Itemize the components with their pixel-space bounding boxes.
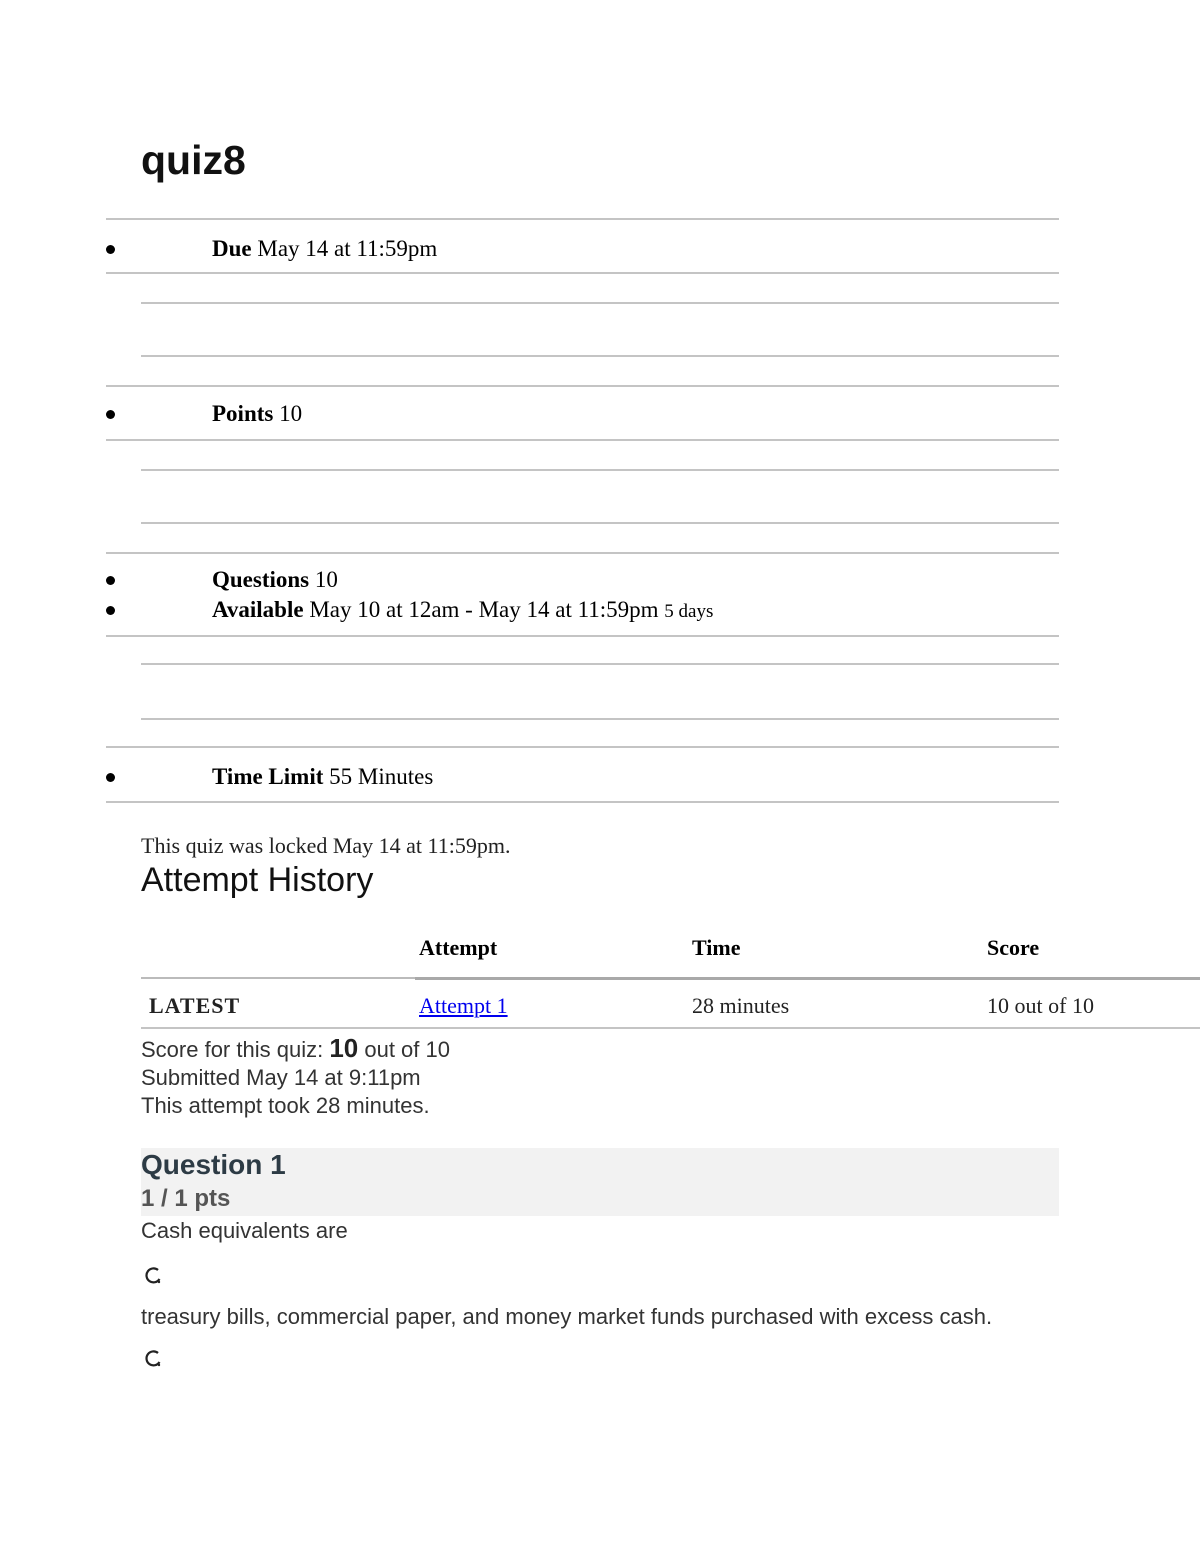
divider	[141, 355, 1059, 357]
divider	[141, 718, 1059, 720]
column-header-score: Score	[987, 935, 1040, 960]
score-prefix: Score for this quiz:	[141, 1037, 324, 1062]
answer-option: treasury bills, commercial paper, and money market funds purchased with excess cash.	[141, 1304, 993, 1329]
available-item	[106, 595, 1059, 625]
bullet-icon	[106, 245, 115, 254]
table-row-divider	[141, 1027, 1200, 1029]
points-item	[106, 399, 1059, 429]
time-limit-item	[106, 762, 1059, 792]
score-value: 10	[329, 1033, 359, 1063]
divider	[106, 635, 1059, 637]
time-limit-label: Time Limit	[212, 764, 324, 789]
questions-item	[106, 565, 1059, 595]
questions-label: Questions	[212, 567, 310, 592]
attempt-time: 28 minutes	[692, 993, 790, 1018]
attempt-duration-text: This attempt took 28 minutes.	[141, 1093, 430, 1118]
divider	[141, 663, 1059, 665]
divider	[106, 385, 1059, 387]
submitted-text: Submitted May 14 at 9:11pm	[141, 1065, 421, 1090]
attempt-link[interactable]: Attempt 1	[419, 993, 508, 1018]
radio-circle-icon[interactable]	[143, 1349, 163, 1369]
bullet-icon	[106, 576, 115, 585]
column-header-time: Time	[692, 935, 741, 960]
divider	[106, 801, 1059, 803]
divider	[141, 522, 1059, 524]
points-label: Points	[212, 401, 274, 426]
time-limit-value: 55 Minutes	[329, 764, 434, 789]
locked-notice: This quiz was locked May 14 at 11:59pm.	[141, 833, 511, 858]
attempt-score: 10 out of 10	[987, 993, 1094, 1018]
points-value: 10	[279, 401, 303, 426]
due-label: Due	[212, 236, 252, 261]
score-summary	[141, 1034, 450, 1064]
column-header-attempt: Attempt	[419, 935, 498, 960]
divider	[106, 272, 1059, 274]
due-item	[106, 234, 1059, 264]
page-title: quiz8	[141, 137, 246, 183]
divider	[141, 469, 1059, 471]
table-header-divider	[415, 977, 1200, 980]
available-duration: 5 days	[664, 601, 714, 622]
table-header-divider	[141, 977, 415, 979]
bullet-icon	[106, 410, 115, 419]
due-value: May 14 at 11:59pm	[257, 236, 438, 261]
divider	[106, 746, 1059, 748]
bullet-icon	[106, 606, 115, 615]
question-title: Question 1	[141, 1149, 286, 1180]
question-text: Cash equivalents are	[141, 1218, 348, 1243]
radio-circle-icon[interactable]	[143, 1266, 163, 1286]
attempt-history-heading: Attempt History	[141, 861, 374, 899]
bullet-icon	[106, 773, 115, 782]
question-header	[141, 1148, 1059, 1216]
divider	[106, 552, 1059, 554]
divider	[106, 439, 1059, 441]
score-suffix: out of 10	[364, 1037, 450, 1062]
available-value: May 10 at 12am - May 14 at 11:59pm	[309, 597, 659, 622]
latest-badge: LATEST	[149, 993, 241, 1018]
questions-value: 10	[314, 567, 338, 592]
divider	[106, 218, 1059, 220]
divider	[141, 302, 1059, 304]
question-points: 1 / 1 pts	[141, 1185, 231, 1212]
available-label: Available	[212, 597, 304, 622]
